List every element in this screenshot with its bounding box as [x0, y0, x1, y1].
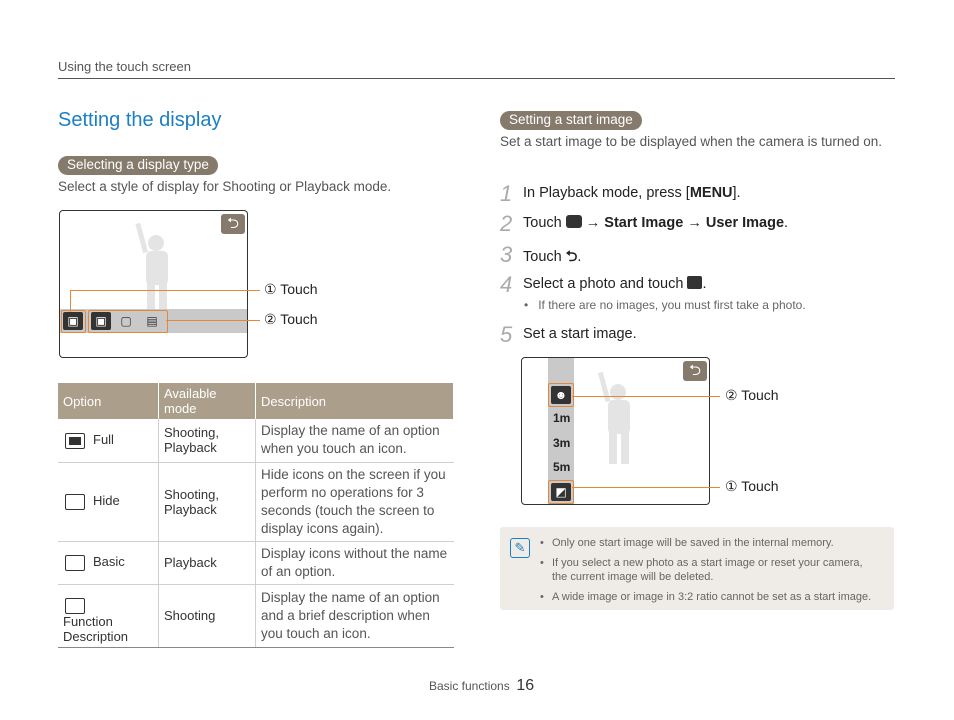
- display-screen-illustration: [59, 210, 248, 358]
- option-name: Basic: [93, 554, 125, 570]
- set-image-highlight: [548, 480, 574, 504]
- table-row: [58, 541, 454, 584]
- back-arrow-icon: ⮌: [565, 249, 578, 265]
- option-cell: [58, 419, 159, 462]
- option-cell: [58, 462, 159, 541]
- option-cell: [58, 541, 159, 584]
- note-item: • Only one start image will be saved in the internal memory.: [540, 536, 880, 550]
- back-icon[interactable]: ⮌: [683, 361, 707, 381]
- menu-key: MENU: [689, 185, 733, 201]
- step-5: [500, 322, 637, 348]
- step-text: Touch ⮌.: [523, 249, 582, 265]
- section-label: Using the touch screen: [58, 59, 191, 74]
- step-number: 4: [500, 272, 513, 297]
- size-3m-icon[interactable]: 3m: [553, 436, 571, 450]
- page-number: 16: [516, 677, 535, 694]
- display-full-option-icon[interactable]: ▣: [91, 312, 111, 330]
- size-5m-icon[interactable]: 5m: [553, 460, 571, 474]
- display-description-icon[interactable]: ▤: [146, 314, 158, 328]
- start-image-pill: Setting a start image: [500, 111, 642, 130]
- menu-grid-icon: [566, 215, 582, 228]
- size-1m-icon[interactable]: 1m: [553, 411, 571, 425]
- note-pencil-icon: ✎: [510, 538, 530, 558]
- mode-cell: Shooting, Playback: [159, 462, 256, 541]
- step-1: [500, 181, 741, 207]
- step-number: 2: [500, 211, 513, 236]
- callout-touch-2: ② Touch: [264, 311, 318, 327]
- table-row: [58, 462, 454, 541]
- option-name: Function Description: [63, 613, 129, 644]
- step-text: Touch → Start Image → User Image.: [523, 215, 789, 231]
- description-cell: Display the name of an option when you touch an icon.: [256, 419, 454, 462]
- step-text: Select a photo and touch .: [523, 276, 707, 292]
- person-silhouette: [594, 368, 644, 468]
- callout-touch-2-right: ② Touch: [725, 387, 779, 403]
- callout-line-2: [166, 320, 260, 321]
- display-options-table: [58, 383, 454, 648]
- start-image-screen-illustration: [521, 357, 710, 505]
- option-name: Full: [93, 431, 114, 447]
- user-image-icon[interactable]: ☻: [551, 386, 571, 404]
- step-number: 5: [500, 322, 513, 347]
- callout-touch-1: ① Touch: [264, 281, 318, 297]
- page-title: Setting the display: [58, 109, 222, 131]
- display-type-heading: [58, 156, 218, 175]
- mode-cell: Shooting, Playback: [159, 419, 256, 462]
- step-4: [500, 272, 707, 298]
- display-type-intro: Select a style of display for Shooting or Playback mode.: [58, 179, 392, 194]
- col-option: Option: [58, 383, 159, 419]
- callout-line-1-drop: [70, 290, 71, 312]
- note-item: • If you select a new photo as a start image or reset your camera, the current image will be deleted.: [540, 556, 880, 584]
- note-list: [540, 536, 880, 610]
- person-silhouette: [132, 221, 182, 311]
- mode-cell: Playback: [159, 541, 256, 584]
- full-option-icon: [65, 433, 85, 449]
- step-text: Set a start image.: [523, 326, 637, 342]
- start-image-heading: [500, 111, 642, 130]
- mode-cell: Shooting: [159, 584, 256, 647]
- description-cell: Hide icons on the screen if you perform no operations for 3 seconds (touch the screen to display icons again).: [256, 462, 454, 541]
- step-3: [500, 242, 582, 268]
- start-image-intro: Set a start image to be displayed when the camera is turned on.: [500, 134, 882, 149]
- user-image-highlight: [548, 383, 574, 407]
- option-name: Hide: [93, 493, 120, 509]
- description-cell: Display icons without the name of an option.: [256, 541, 454, 584]
- callout-line-4: [572, 487, 720, 488]
- footer-label: Basic functions: [429, 679, 510, 693]
- note-box: [500, 527, 894, 610]
- back-icon[interactable]: ⮌: [221, 214, 245, 234]
- col-mode: Available mode: [159, 383, 256, 419]
- basic-option-icon: [65, 555, 85, 571]
- display-full-icon[interactable]: ▣: [63, 312, 83, 330]
- callout-line-1: [70, 290, 260, 291]
- table-row: [58, 584, 454, 647]
- callout-line-3: [572, 396, 720, 397]
- table-header-row: [58, 383, 454, 419]
- step-text: In Playback mode, press [MENU].: [523, 185, 741, 201]
- set-image-icon: [687, 276, 702, 289]
- footer: [429, 677, 534, 695]
- hide-option-icon: [65, 494, 85, 510]
- step-2: [500, 211, 789, 237]
- set-image-icon[interactable]: ◩: [551, 483, 571, 501]
- header-divider: [58, 78, 895, 79]
- display-hide-icon[interactable]: ▢: [120, 314, 132, 328]
- callout-touch-1-right: ① Touch: [725, 478, 779, 494]
- step-4-bullet: • If there are no images, you must first take a photo.: [524, 298, 806, 312]
- table-row: [58, 419, 454, 462]
- function-description-option-icon: [65, 598, 85, 614]
- option-cell: [58, 584, 159, 647]
- step-number: 3: [500, 242, 513, 267]
- note-item: • A wide image or image in 3:2 ratio cannot be set as a start image.: [540, 590, 880, 604]
- step-number: 1: [500, 181, 513, 206]
- display-type-pill: Selecting a display type: [58, 156, 218, 175]
- col-description: Description: [256, 383, 454, 419]
- description-cell: Display the name of an option and a brief description when you touch an icon.: [256, 584, 454, 647]
